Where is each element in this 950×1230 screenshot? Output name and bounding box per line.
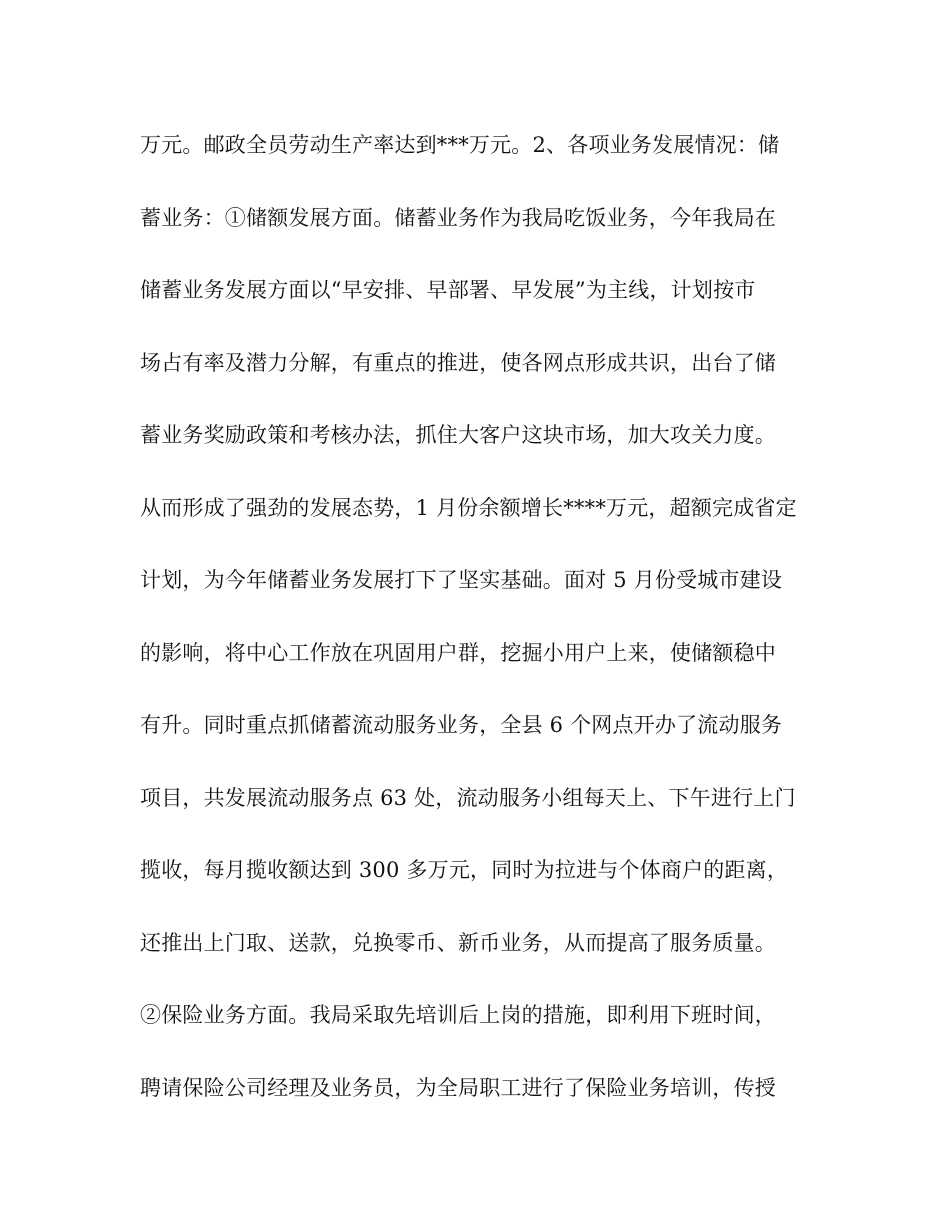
body-text	[140, 118, 820, 1133]
text-line: 的影响，将中心工作放在巩固用户群，挖掘小用户上来，使储额稳中	[140, 640, 776, 665]
text-line: 蓄业务奖励政策和考核办法，抓住大客户这块市场，加大攻关力度。	[140, 423, 776, 447]
text-line: 从而形成了强劲的发展态势，1 月份余额增长****万元，超额完成省定	[140, 495, 797, 520]
text-line: 万元。邮政全员劳动生产率达到***万元。2、各项业务发展情况：储	[140, 133, 780, 157]
text-line: 计划，为今年储蓄业务发展打下了坚实基础。面对 5 月份受城市建设	[140, 568, 783, 592]
text-line: 有升。同时重点抓储蓄流动服务业务，全县 6 个网点开办了流动服务	[140, 713, 783, 737]
text-line: 蓄业务：①储额发展方面。储蓄业务作为我局吃饭业务，今年我局在	[140, 205, 776, 230]
text-line: 聘请保险公司经理及业务员，为全局职工进行了保险业务培训，传授	[140, 1075, 776, 1100]
text-line: 场占有率及潜力分解，有重点的推进，使各网点形成共识，出台了储	[140, 350, 776, 375]
text-line: ②保险业务方面。我局采取先培训后上岗的措施，即利用下班时间，	[140, 1003, 776, 1027]
text-line: 项目，共发展流动服务点 63 处，流动服务小组每天上、下午进行上门	[140, 785, 796, 810]
text-line: 还推出上门取、送款，兑换零币、新币业务，从而提高了服务质量。	[140, 930, 776, 955]
text-line: 储蓄业务发展方面以“早安排、早部署、早发展”为主线，计划按市	[140, 278, 756, 302]
text-line: 揽收，每月揽收额达到 300 多万元，同时为拉进与个体商户的距离，	[140, 858, 789, 882]
